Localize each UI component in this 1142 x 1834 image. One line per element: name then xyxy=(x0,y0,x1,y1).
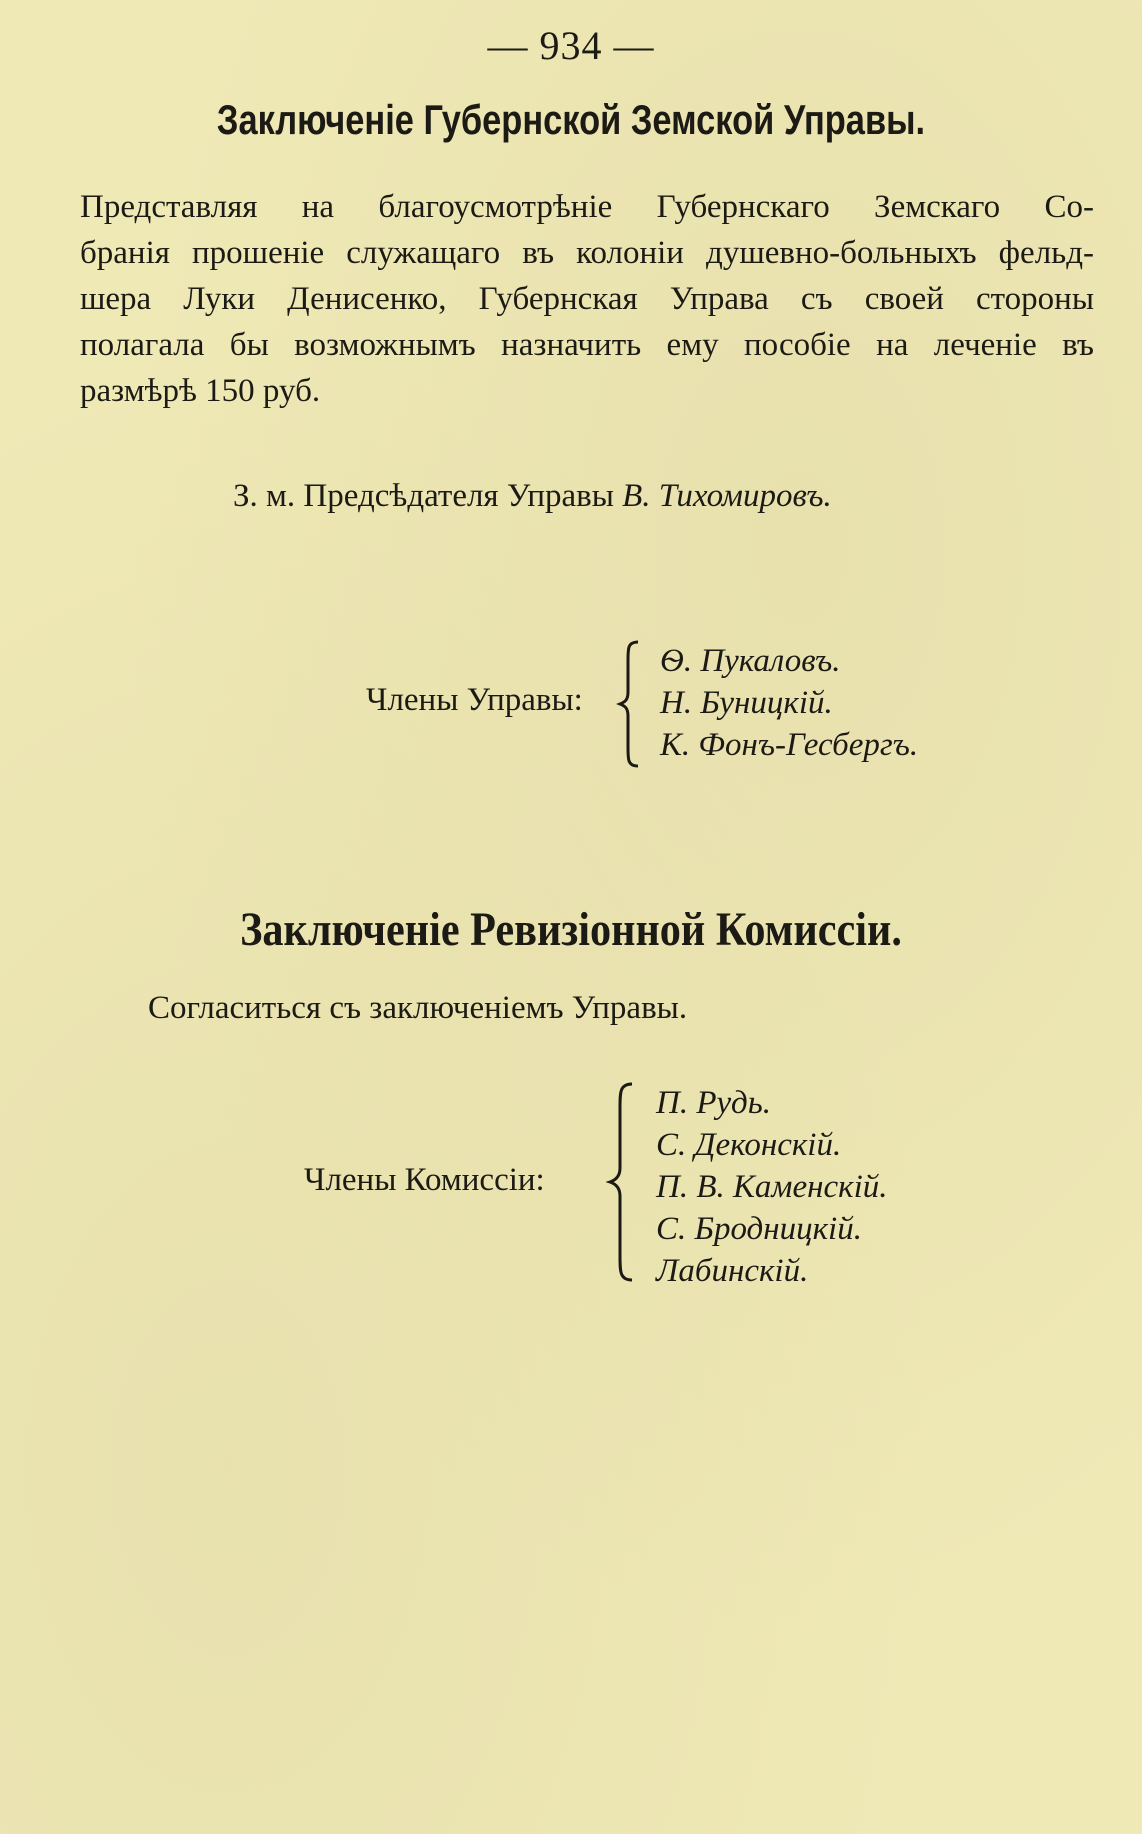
board-members-block xyxy=(0,640,1142,770)
chairman-signature-line xyxy=(233,478,832,515)
commission-conclusion-text: Согласиться съ заключеніемъ Управы. xyxy=(148,990,688,1026)
paragraph-line: бранія прошеніе служащаго въ колоніи душевно-больныхъ фельд- xyxy=(80,235,1094,271)
commission-member: С. Деконскій. xyxy=(656,1127,842,1163)
curly-brace-icon xyxy=(616,640,646,768)
board-member: Ѳ. Пукаловъ. xyxy=(660,643,841,679)
chairman-name: В. Тихомировъ. xyxy=(622,478,832,514)
curly-brace-icon xyxy=(606,1082,640,1282)
board-conclusion-paragraph xyxy=(80,184,1094,414)
commission-member: Лабинскій. xyxy=(656,1253,809,1289)
board-members-list xyxy=(660,640,918,766)
board-members-label: Члены Управы: xyxy=(366,682,583,718)
board-member: Н. Буницкій. xyxy=(660,685,833,721)
board-member: К. Фонъ-Гесбергъ. xyxy=(660,727,919,763)
board-conclusion-heading: Заключеніе Губернской Земской Управы. xyxy=(216,96,926,143)
commission-members-label: Члены Комиссіи: xyxy=(304,1162,545,1198)
paragraph-line: размѣрѣ 150 руб. xyxy=(80,373,321,409)
commission-member: П. Рудь. xyxy=(656,1085,772,1121)
page-number: — 934 — xyxy=(487,23,655,68)
commission-member: П. В. Каменскій. xyxy=(656,1169,888,1205)
paragraph-line: полагала бы возможнымъ назначить ему пособіе на леченіе въ xyxy=(80,327,1094,363)
paragraph-line: Представляя на благоусмотрѣніе Губернскаго Земскаго Со- xyxy=(80,189,1094,225)
commission-members-list xyxy=(656,1082,887,1292)
commission-conclusion-heading: Заключеніе Ревизіонной Комиссіи. xyxy=(240,903,902,956)
commission-members-block xyxy=(0,1082,1142,1289)
commission-member: С. Бродницкій. xyxy=(656,1211,862,1247)
chairman-label: З. м. Предсѣдателя Управы xyxy=(233,478,614,514)
paragraph-line: шера Луки Денисенко, Губернская Управа съ своей стороны xyxy=(80,281,1094,317)
